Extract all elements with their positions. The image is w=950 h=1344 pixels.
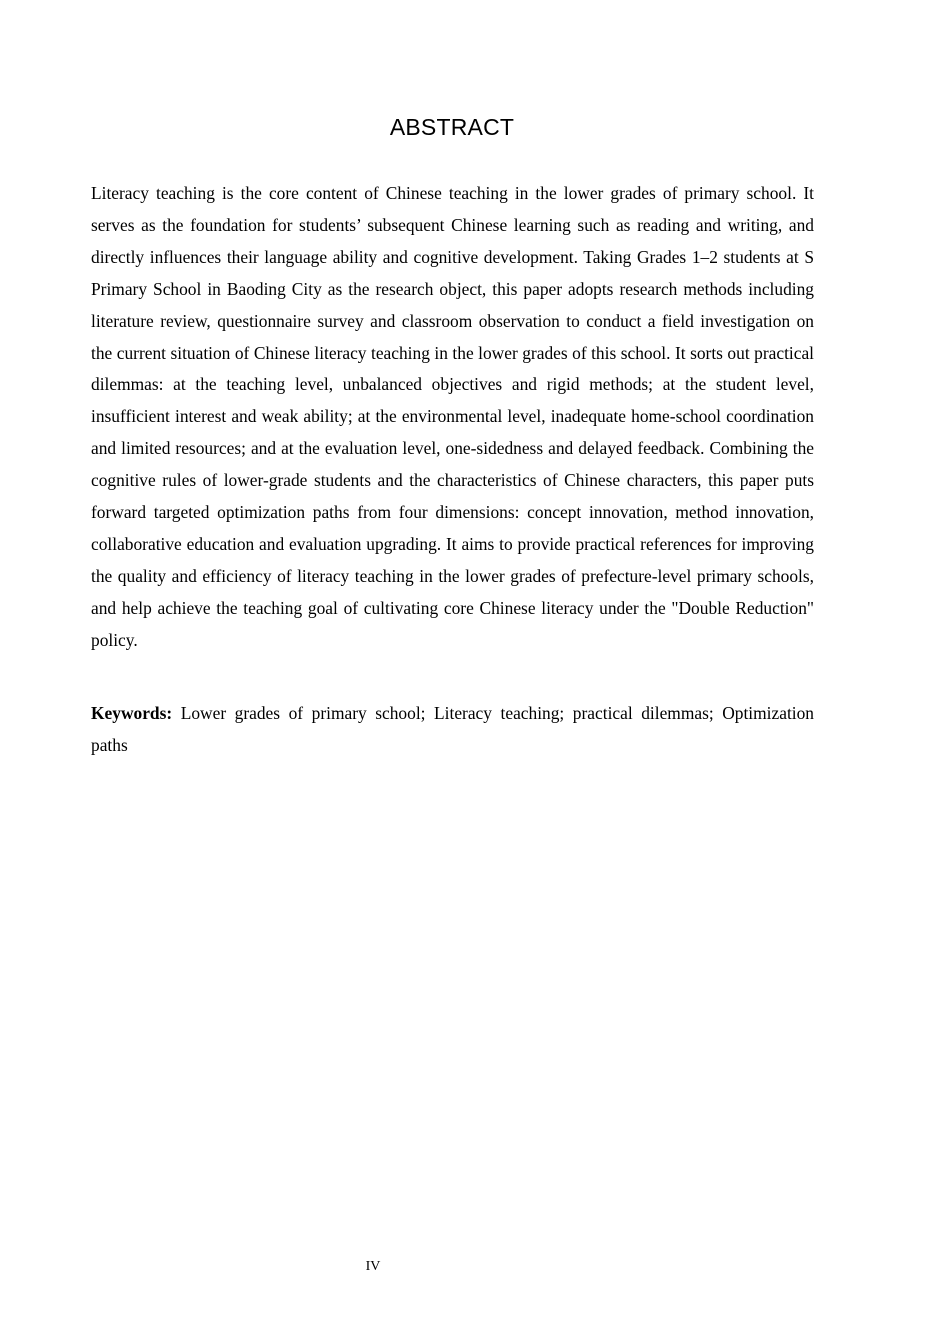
keywords-text: Lower grades of primary school; Literacy teaching; practical dilemmas; Optimization paths (91, 703, 814, 755)
abstract-body: Literacy teaching is the core content of Chinese teaching in the lower grades of primary school. It serves as the foundation for students’ subsequent Chinese learning such as reading and writing, and directly influences their language ability and cognitive development. Taking Grades 1–2 students at S Primary School in Baoding City as the research object, this paper adopts research methods including literature review, questionnaire survey and classroom observation to conduct a field investigation on the current situation of Chinese literacy teaching in the lower grades of this school. It sorts out practical dilemmas: at the teaching level, unbalanced objectives and rigid methods; at the student level, insufficient interest and weak ability; at the environmental level, inadequate home-school coordination and limited resources; and at the evaluation level, one-sidedness and delayed feedback. Combining the cognitive rules of lower-grade students and the characteristics of Chinese characters, this paper puts forward targeted optimization paths from four dimensions: concept innovation, method innovation, collaborative education and evaluation upgrading. It aims to provide practical references for improving the quality and efficiency of literacy teaching in the lower grades of prefecture-level primary schools, and help achieve the teaching goal of cultivating core Chinese literacy under the "Double Reduction" policy. (91, 183, 814, 650)
page-number: IV (365, 1259, 381, 1274)
keywords-label: Keywords: (91, 703, 173, 723)
abstract-title: ABSTRACT (389, 114, 515, 140)
keywords-paragraph (91, 698, 814, 762)
